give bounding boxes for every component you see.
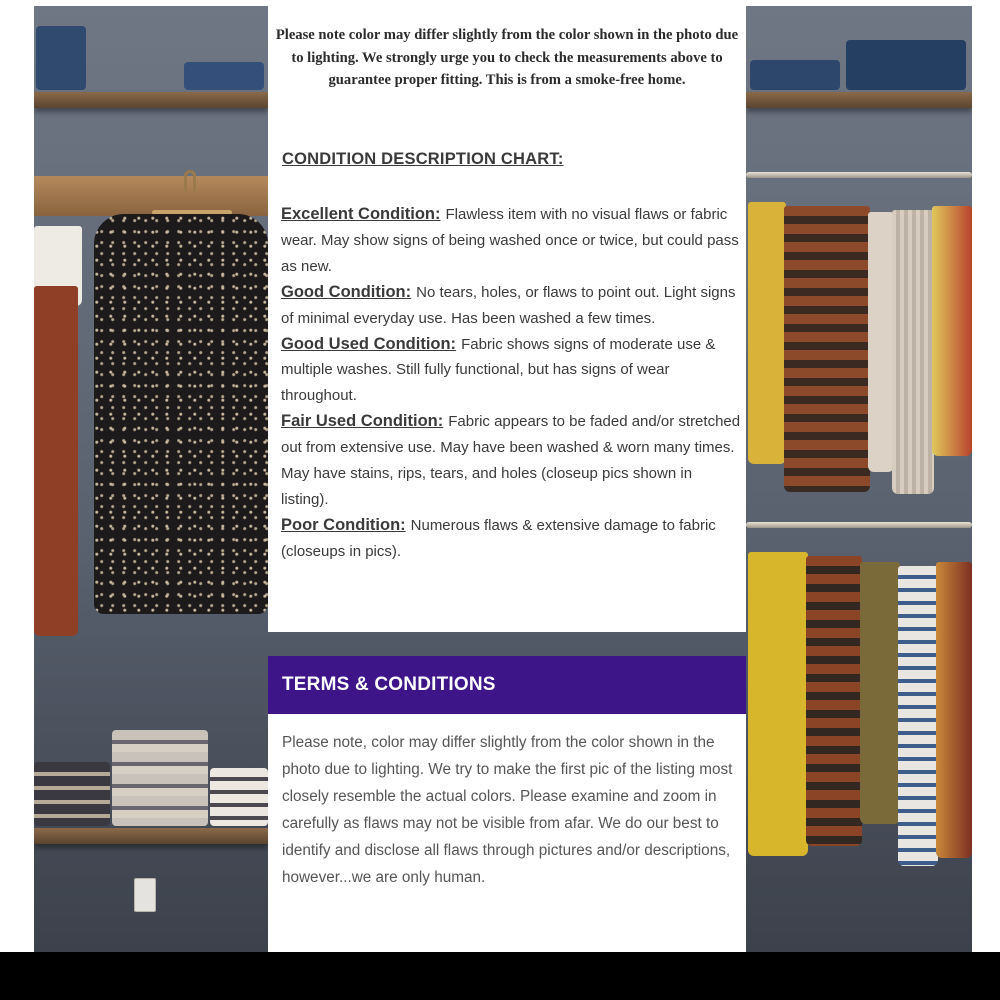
wall-outlet	[134, 878, 156, 912]
folded-jeans	[750, 60, 840, 90]
rust-overalls	[34, 286, 78, 636]
hanging-shirt	[748, 202, 786, 464]
hanging-shirt	[860, 562, 900, 824]
condition-term: Fair Used Condition:	[281, 412, 444, 431]
condition-term: Poor Condition:	[281, 515, 406, 534]
hanging-shirt	[748, 552, 808, 856]
left-wood-panel	[34, 176, 268, 216]
bottom-black-bar	[0, 952, 1000, 1000]
right-top-shelf	[746, 92, 972, 108]
condition-description: Flawless item with no visual flaws or fabric wear. May show signs of being washed once or twice, but could pass as new.	[281, 206, 739, 275]
left-top-shelf	[34, 92, 268, 108]
condition-good	[281, 280, 741, 332]
hanging-shirt	[932, 206, 972, 456]
folded-sweaters	[112, 730, 208, 826]
upper-closet-rod	[746, 172, 972, 178]
hanging-shirt	[806, 556, 862, 846]
condition-list	[281, 202, 741, 565]
terms-text: Please note, color may differ slightly from the color shown in the photo due to lighting. We try to make the first pic of the listing most closely resemble the actual colors. Please examine and zoom in carefully as flaws may not be visible from afar. We do our best to identify and disclose all flaws through pictures and/or descriptions, however...we are only human.	[282, 734, 733, 886]
folded-jeans	[184, 62, 264, 90]
condition-good-used	[281, 332, 741, 410]
hanging-shirt	[784, 206, 870, 492]
terms-body-panel	[268, 714, 746, 952]
hanging-shirt	[936, 562, 972, 858]
folded-jeans	[846, 40, 966, 90]
hanging-shirt	[898, 566, 938, 866]
condition-term: Excellent Condition:	[281, 205, 441, 223]
listing-notes-panel	[268, 6, 746, 632]
condition-description: No tears, holes, or flaws to point out. Light signs of minimal everyday use. Has been washed a few times.	[281, 283, 736, 327]
folded-sweaters	[210, 768, 268, 826]
left-bottom-shelf	[34, 828, 268, 844]
floral-dress	[94, 214, 268, 614]
hanger-hook	[184, 170, 196, 192]
terms-header	[268, 656, 746, 714]
hanging-shirt	[892, 210, 934, 494]
condition-fair-used	[281, 409, 741, 513]
folded-jeans	[36, 26, 86, 90]
lower-closet-rod	[746, 522, 972, 528]
condition-poor	[281, 513, 741, 565]
hanging-shirt	[868, 212, 894, 472]
condition-excellent	[281, 202, 741, 280]
condition-term: Good Condition:	[281, 282, 412, 301]
folded-sweaters	[34, 762, 110, 826]
condition-chart-heading: CONDITION DESCRIPTION CHART:	[282, 150, 564, 168]
condition-description: Numerous flaws & extensive damage to fabric (closeups in pics).	[281, 516, 716, 560]
condition-description: Fabric shows signs of moderate use & multiple washes. Still fully functional, but has signs of wear throughout.	[281, 335, 716, 405]
terms-title: TERMS & CONDITIONS	[282, 674, 496, 695]
intro-note: Please note color may differ slightly from the color shown in the photo due to lighting. We strongly urge you to check the measurements above to guarantee proper fitting. This is from a smoke-free home.	[275, 27, 739, 88]
condition-term: Good Used Condition:	[281, 334, 457, 353]
condition-description: Fabric appears to be faded and/or stretched out from extensive use. May have been washed & worn many times. May have stains, rips, tears, and holes (closeup pics shown in listing).	[281, 413, 741, 508]
